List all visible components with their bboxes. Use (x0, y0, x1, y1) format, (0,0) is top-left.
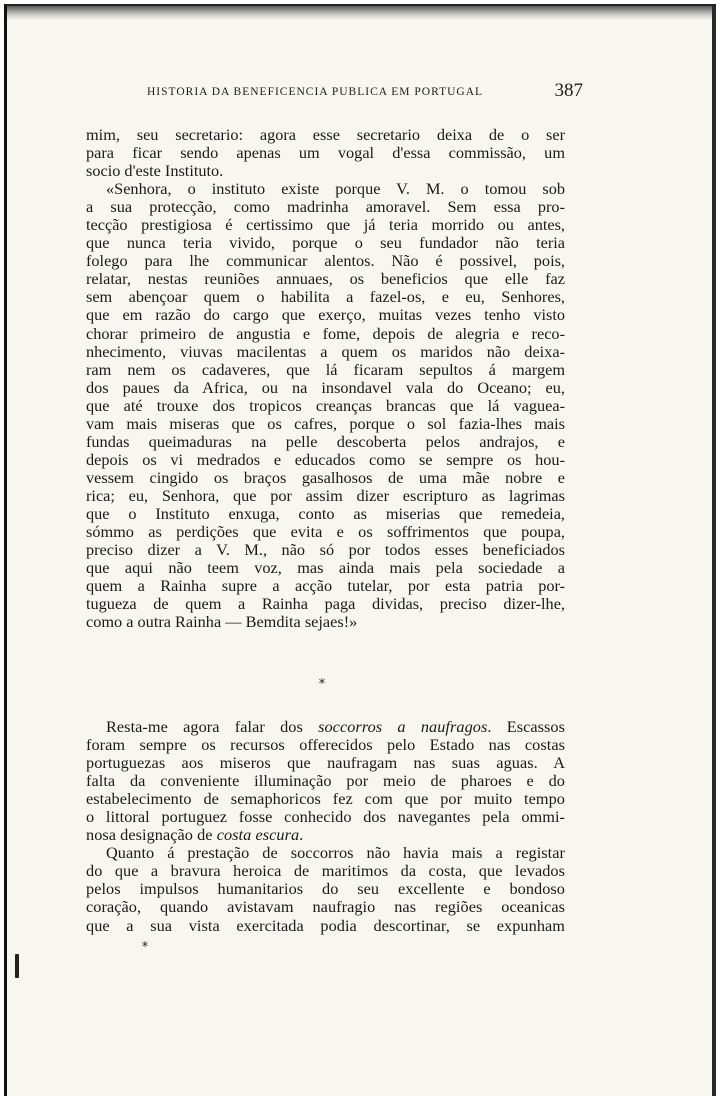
text-line: a sua protecção, como madrinha amoravel. Sem essa pro- (86, 198, 565, 217)
text-line: chorar primeiro de angustia e fome, depois de alegria e reco- (86, 324, 565, 343)
text-line: relatar, nestas reuniões annuaes, os beneficios que elle faz (86, 270, 565, 289)
text-line: vessem cingido os braços gasalhosos de uma mãe nobre e (86, 468, 565, 487)
scan-mark-left (15, 954, 19, 978)
italic-phrase: costa escura (216, 826, 300, 845)
text-line: sómmo as perdições que evita e os soffrimentos que poupa, (86, 523, 565, 542)
text-line: que até trouxe dos tropicos creanças brancas que lá vaguea- (86, 396, 565, 415)
text-line: o littoral portuguez fosse conhecido dos navegantes pela ommi- (86, 808, 565, 827)
text-line: rica; eu, Senhora, que por assim dizer escripturo as lagrimas (86, 486, 565, 505)
text-line: vam mais miseras que os cafres, porque o sol fazia-lhes mais (86, 414, 565, 433)
scan-edge-right (712, 6, 716, 1096)
text-line (86, 718, 565, 736)
text-line: folego para lhe communicar alentos. Não é possivel, pois, (86, 252, 565, 271)
text-line: sem abençoar quem o habilita a fazel-os, e eu, Senhores, (86, 288, 565, 307)
text-line: estabelecimento de semaphoricos fez com que por muito tempo (86, 790, 565, 809)
text-line: coração, quando avistavam naufragio nas regiões oceanicas (86, 898, 565, 917)
section-separator-asterisk: * (318, 677, 326, 692)
text-line: tecção prestigiosa é certissimo que já teria morrido ou antes, (86, 216, 565, 235)
text-line: preciso dizer a V. M., não só por todos esses beneficiados (86, 541, 565, 560)
text-line: tugueza de quem a Rainha paga dividas, preciso dizer-lhe, (86, 595, 565, 614)
italic-phrase: soccorros a naufragos (318, 718, 488, 736)
text-line: do que a bravura heroica de maritimos da costa, que levados (86, 862, 565, 881)
text-line: depois os vi medrados e educados como se sempre os hou- (86, 450, 565, 469)
text-line: «Senhora, o instituto existe porque V. M. o tomou sob (106, 180, 565, 199)
text-line: dos paues da Africa, ou na insondavel vala do Oceano; eu, (86, 378, 565, 397)
scanned-page (4, 4, 716, 1096)
text-fragment: . (299, 826, 304, 845)
text-fragment: . Escassos (487, 718, 565, 736)
text-line: que aqui não teem voz, mas ainda mais pela sociedade a (86, 559, 565, 578)
text-line: pelos impulsos humanitarios do seu excellente e bondoso (86, 880, 565, 899)
text-line: como a outra Rainha — Bemdita sejaes!» (86, 613, 358, 632)
text-fragment: Resta-me agora falar dos (106, 718, 319, 736)
footer-asterisk: * (141, 940, 149, 955)
text-block-lower (86, 718, 565, 935)
text-block-upper (86, 126, 565, 631)
text-line: ram nem os cadaveres, que lá ficaram sepultos á margem (86, 360, 565, 379)
text-line: para ficar sendo apenas um vogal d'essa commissão, um (86, 144, 565, 163)
text-line: que em razão do cargo que exerço, muitas vezes tenho visto (86, 306, 565, 325)
text-line: quem a Rainha supre a acção tutelar, por esta patria por- (86, 577, 565, 596)
running-header: HISTORIA DA BENEFICENCIA PUBLICA EM PORTUGAL (147, 86, 484, 98)
text-line: falta da conveniente illuminação por meio de pharoes e do (86, 772, 565, 791)
page-number: 387 (554, 80, 583, 101)
text-line: socio d'este Instituto. (86, 162, 224, 181)
text-line: fundas queimaduras na pelle descoberta pelos andrajos, e (86, 432, 565, 451)
text-line: Quanto á prestação de soccorros não havia mais a registar (106, 844, 565, 863)
text-line: que nunca teria vivido, porque o seu fundador não teria (86, 234, 565, 253)
text-line: que a sua vista exercitada podia descortinar, se expunham (86, 916, 565, 935)
scan-shadow-top (7, 6, 716, 20)
text-line (86, 826, 565, 844)
text-fragment: nosa designação de (86, 826, 217, 845)
text-line: nhecimento, viuvas macilentas a quem os maridos não deixa- (86, 342, 565, 361)
text-line: mim, seu secretario: agora esse secretario deixa de o ser (86, 126, 565, 144)
text-line: foram sempre os recursos offerecidos pelo Estado nas costas (86, 736, 565, 755)
text-line: portuguezas aos miseros que naufragam nas suas aguas. A (86, 754, 565, 773)
text-line: que o Instituto enxuga, conto as miserias que remedeia, (86, 504, 565, 523)
